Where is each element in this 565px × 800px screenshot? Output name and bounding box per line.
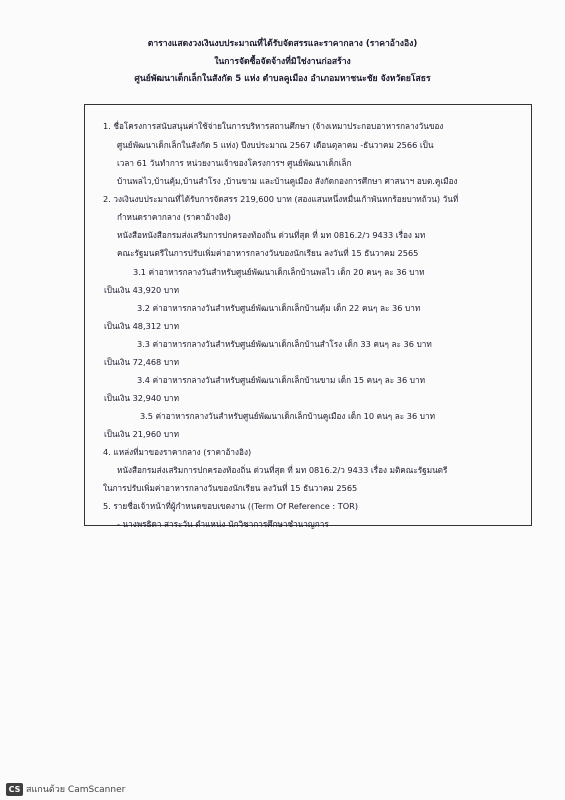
item-3-5: 3.5 ค่าอาหารกลางวันสำหรับศูนย์พัฒนาเด็กเล็กบ้านคูเมือง เด็ก 10 คนๆ ละ 36 บาท xyxy=(140,411,435,421)
camscanner-text: สแกนด้วย CamScanner xyxy=(26,785,126,795)
item-2-line-1: 2. วงเงินงบประมาณที่ได้รับการจัดสรร 219,600 บาท (สองแสนหนึ่งหมื่นเก้าพันหกร้อยบาทถ้วน) วันที่ xyxy=(103,194,459,204)
item-2-line-4: คณะรัฐมนตรีในการปรับเพิ่มค่าอาหารกลางวันของนักเรียน ลงวันที่ 15 ธันวาคม 2565 xyxy=(117,248,419,258)
item-4-line-3: ในการปรับเพิ่มค่าอาหารกลางวันของนักเรียน ลงวันที่ 15 ธันวาคม 2565 xyxy=(103,483,358,493)
item-5-line-1: 5. รายชื่อเจ้าหน้าที่ผู้กำหนดขอบเขตงาน ((Term Of Reference : TOR) xyxy=(103,501,359,511)
item-3-3-amount: เป็นเงิน 72,468 บาท xyxy=(104,357,180,367)
item-2-line-3: หนังสือหนังสือกรมส่งเสริมการปกครองท้องถิ่น ด่วนที่สุด ที่ มท 0816.2/ว 9433 เรื่อง มท xyxy=(117,230,426,240)
item-3-2-amount: เป็นเงิน 48,312 บาท xyxy=(104,321,180,331)
item-3-5-amount: เป็นเงิน 21,960 บาท xyxy=(104,429,180,439)
item-1-line-4: บ้านพลไว,บ้านคุ้ม,บ้านสำโรง ,บ้านขาม และบ้านคูเมือง สังกัดกองการศึกษา ศาสนาฯ อบต.คูเมือง xyxy=(117,176,458,186)
item-3-4: 3.4 ค่าอาหารกลางวันสำหรับศูนย์พัฒนาเด็กเล็กบ้านขาม เด็ก 15 คนๆ ละ 36 บาท xyxy=(137,375,425,385)
title-line-2: ในการจัดซื้อจัดจ้างที่มิใช่งานก่อสร้าง xyxy=(214,57,351,67)
item-1-line-1: 1. ชื่อโครงการสนับสนุนค่าใช้จ่ายในการบริหารสถานศึกษา (จ้างเหมาประกอบอาหารกลางวันของ xyxy=(103,121,444,131)
title-line-1: ตารางแสดงวงเงินงบประมาณที่ได้รับจัดสรรและราคากลาง (ราคาอ้างอิง) xyxy=(147,39,418,49)
item-1-line-2: ศูนย์พัฒนาเด็กเล็กในสังกัด 5 แห่ง) ปีงบประมาณ 2567 เดือนตุลาคม -ธันวาคม 2566 เป็น xyxy=(117,140,434,150)
camscanner-watermark xyxy=(6,782,125,796)
title-line-3: ศูนย์พัฒนาเด็กเล็กในสังกัด 5 แห่ง ตำบลคูเมือง อำเภอมหาชนะชัย จังหวัดยโสธร xyxy=(134,74,431,84)
item-2-line-2: กำหนดราคากลาง (ราคาอ้างอิง) xyxy=(117,212,231,222)
item-3-2: 3.2 ค่าอาหารกลางวันสำหรับศูนย์พัฒนาเด็กเล็กบ้านคุ้ม เด็ก 22 คนๆ ละ 36 บาท xyxy=(137,303,421,313)
camscanner-logo: CS xyxy=(6,783,23,796)
item-3-1: 3.1 ค่าอาหารกลางวันสำหรับศูนย์พัฒนาเด็กเล็กบ้านพลไว เด็ก 20 คนๆ ละ 36 บาท xyxy=(133,267,425,277)
item-5-line-2: - นางพรธิดา สาระวัน ตำแหน่ง นักวิชาการศึกษาชำนาญการ xyxy=(117,519,329,529)
item-4-line-1: 4. แหล่งที่มาของราคากลาง (ราคาอ้างอิง) xyxy=(103,447,252,457)
item-3-3: 3.3 ค่าอาหารกลางวันสำหรับศูนย์พัฒนาเด็กเล็กบ้านสำโรง เด็ก 33 คนๆ ละ 36 บาท xyxy=(137,339,432,349)
item-3-4-amount: เป็นเงิน 32,940 บาท xyxy=(104,393,180,403)
item-1-line-3: เวลา 61 วันทำการ หน่วยงานเจ้าของโครงการฯ ศูนย์พัฒนาเด็กเล็ก xyxy=(117,158,352,168)
item-3-1-amount: เป็นเงิน 43,920 บาท xyxy=(104,285,180,295)
item-4-line-2: หนังสือกรมส่งเสริมการปกครองท้องถิ่น ด่วนที่สุด ที่ มท 0816.2/ว 9433 เรื่อง มติคณะรัฐมนตรี xyxy=(117,465,448,475)
